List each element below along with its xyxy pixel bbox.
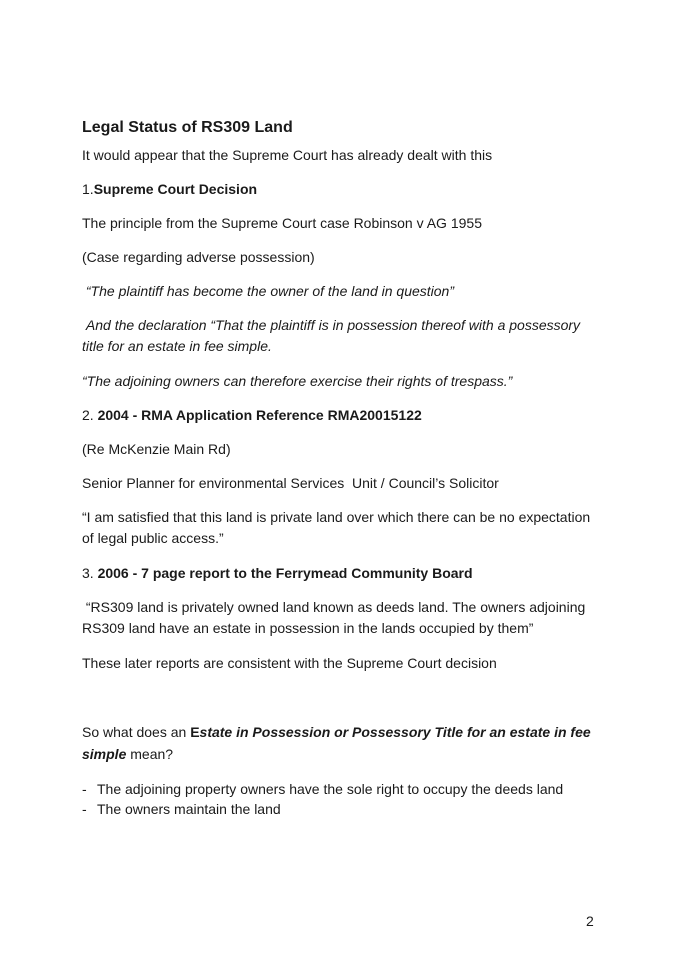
page-title: Legal Status of RS309 Land bbox=[82, 119, 293, 136]
meaning-suffix: mean? bbox=[126, 746, 174, 762]
section-2-heading bbox=[82, 405, 602, 425]
section-1-heading bbox=[82, 179, 602, 199]
section-2-quote: “I am satisfied that this land is private land over which there can be no expectation of legal public access.” bbox=[82, 509, 595, 546]
dash-bullet-icon: - bbox=[82, 781, 87, 797]
section-1-title: Supreme Court Decision bbox=[93, 181, 258, 197]
section-1-case-note: (Case regarding adverse possession) bbox=[82, 249, 315, 265]
section-1-quote-3: “The adjoining owners can therefore exercise their rights of trespass.” bbox=[82, 373, 513, 389]
meaning-question bbox=[82, 721, 602, 765]
list-item-text: The owners maintain the land bbox=[97, 801, 281, 817]
section-3-number: 3. bbox=[82, 565, 98, 581]
section-2-title: 2004 - RMA Application Reference RMA20015122 bbox=[97, 407, 422, 423]
section-2-ref-note: (Re McKenzie Main Rd) bbox=[82, 441, 231, 457]
section-1-number: 1. bbox=[82, 181, 94, 197]
list-item bbox=[82, 779, 602, 799]
section-1-quote-2: And the declaration “That the plaintiff is in possession thereof with a possessory title for an estate in fee simple. bbox=[82, 317, 584, 354]
page-number: 2 bbox=[586, 913, 594, 929]
list-item bbox=[82, 799, 602, 819]
section-1-principle: The principle from the Supreme Court case Robinson v AG 1955 bbox=[82, 215, 482, 231]
dash-bullet-icon: - bbox=[82, 801, 87, 817]
section-3-heading bbox=[82, 563, 602, 583]
section-3-conclusion: These later reports are consistent with the Supreme Court decision bbox=[82, 655, 497, 671]
section-2-author: Senior Planner for environmental Services Unit / Council’s Solicitor bbox=[82, 475, 499, 491]
section-2-number: 2. bbox=[82, 407, 98, 423]
meaning-prefix: So what does an bbox=[82, 724, 191, 740]
list-item-text: The adjoining property owners have the sole right to occupy the deeds land bbox=[97, 781, 564, 797]
intro-text: It would appear that the Supreme Court has already dealt with this bbox=[82, 147, 493, 163]
section-3-title: 2006 - 7 page report to the Ferrymead Community Board bbox=[97, 565, 473, 581]
section-3-quote: “RS309 land is privately owned land known as deeds land. The owners adjoining RS309 land have an estate in possession in the lands occupied by them” bbox=[82, 599, 590, 636]
section-1-quote-1: “The plaintiff has become the owner of the land in question” bbox=[82, 283, 454, 299]
document-body bbox=[82, 118, 602, 819]
meaning-term: state in Possession or Possessory Title for an estate in fee simple bbox=[82, 724, 595, 762]
meaning-bold-e: E bbox=[190, 724, 200, 740]
